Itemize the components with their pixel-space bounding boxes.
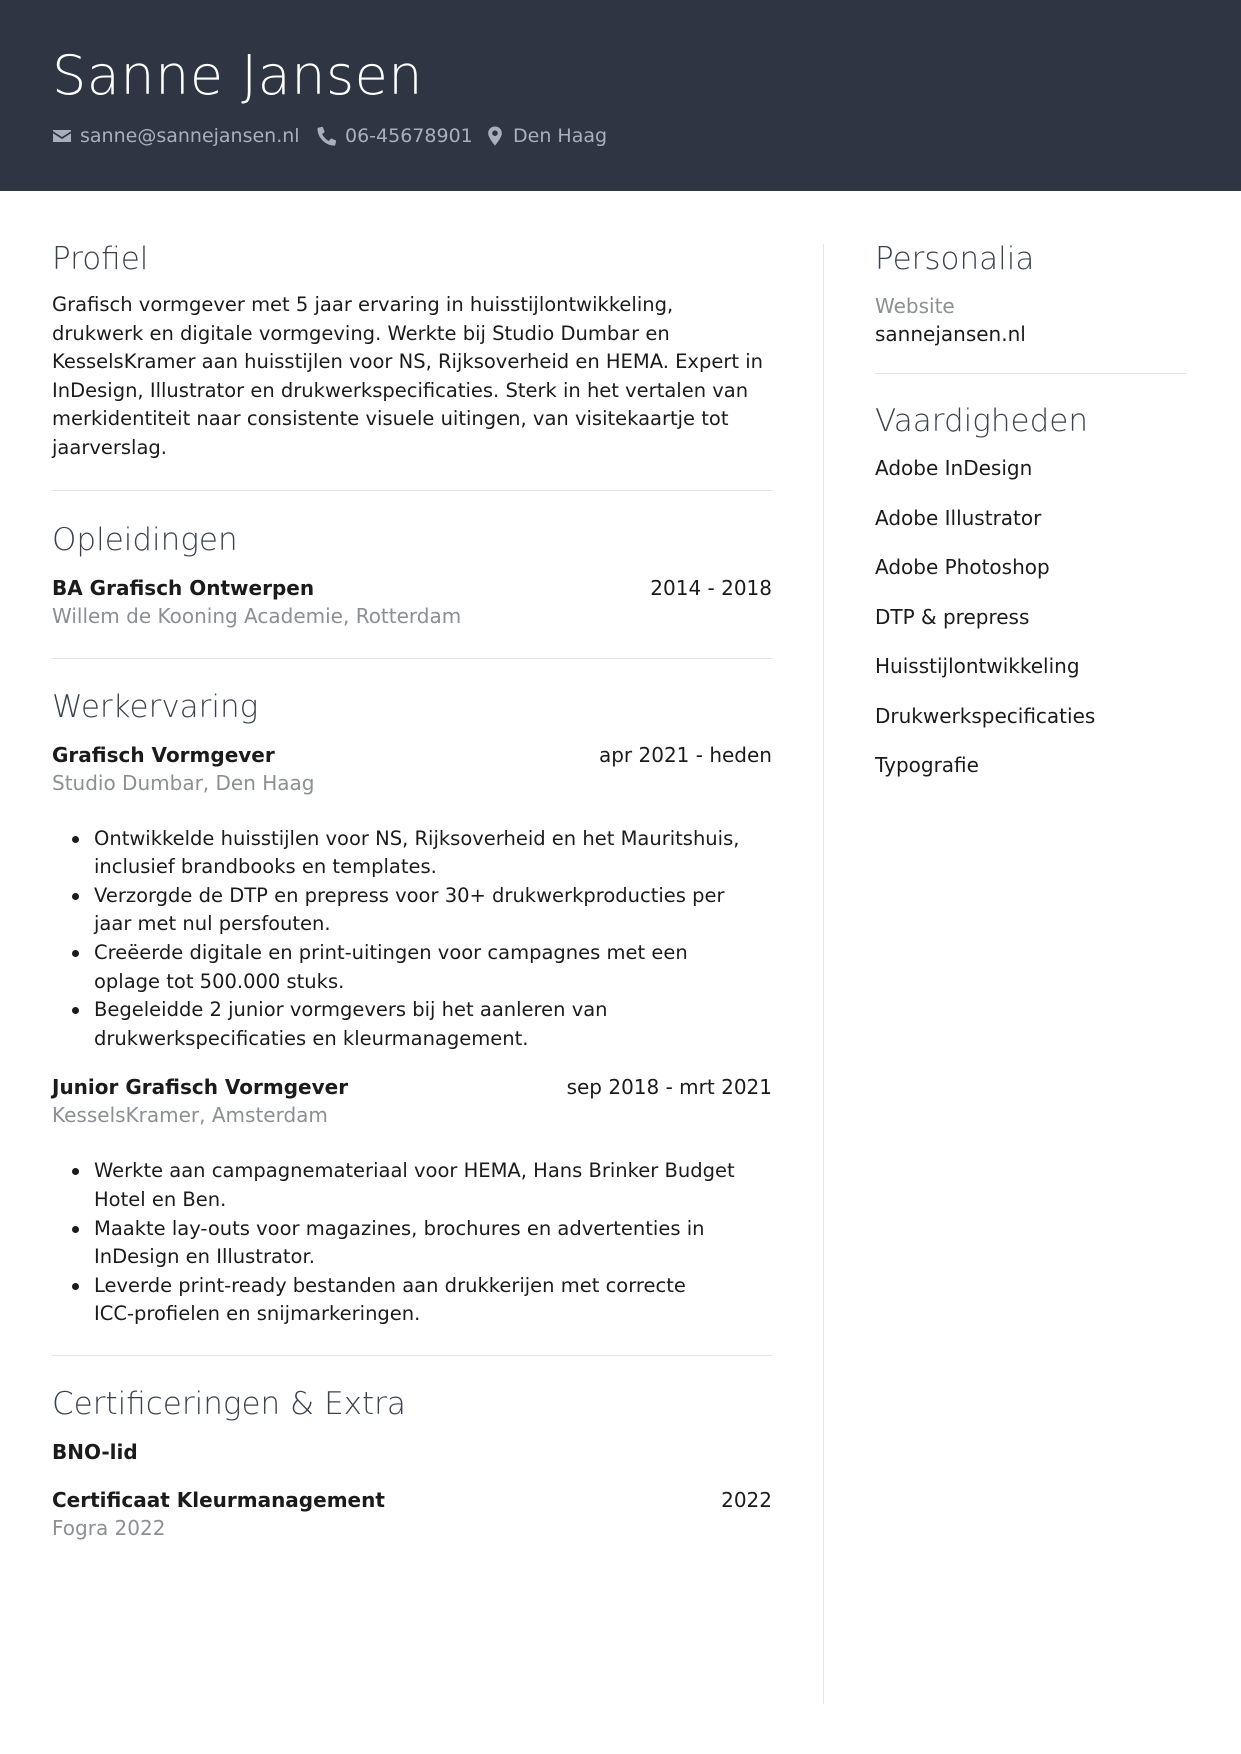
section-divider — [52, 1355, 772, 1356]
map-pin-icon — [485, 126, 505, 146]
bullet-item — [94, 1215, 772, 1272]
entry-company: KesselsKramer, Amsterdam — [52, 1103, 328, 1128]
email-text: sanne@sannejansen.nl — [80, 125, 300, 147]
phone-text: 06-45678901 — [345, 125, 473, 147]
bullet-line: Creëerde digitale en print-uitingen voor campagnes met een — [94, 940, 688, 964]
contact-phone — [317, 123, 473, 149]
location-text: Den Haag — [513, 125, 608, 147]
section-heading: Personalia — [875, 241, 1035, 277]
job-bullets — [52, 1157, 772, 1329]
column-divider — [823, 244, 824, 1704]
profile-summary — [52, 291, 772, 463]
bullet-line: Leverde print-ready bestanden aan drukkerijen met correcte — [94, 1273, 686, 1297]
certificate-entry — [52, 1486, 772, 1542]
sidebar-column — [875, 237, 1187, 779]
section-certificeringen — [52, 1382, 772, 1542]
entry-issuer: Fogra 2022 — [52, 1515, 166, 1540]
section-heading: Werkervaring — [52, 688, 259, 725]
candidate-name: Sanne Jansen — [52, 44, 424, 107]
bullet-item — [94, 825, 772, 882]
bullet-item — [94, 1157, 772, 1214]
entry-title: Grafisch Vormgever — [52, 742, 275, 767]
entry-company: Studio Dumbar, Den Haag — [52, 770, 315, 795]
bullet-item — [94, 882, 772, 939]
bullet-line: Ontwikkelde huisstijlen voor NS, Rijksoverheid en het Mauritshuis, — [94, 826, 740, 850]
entry-date: 2022 — [721, 1487, 772, 1512]
section-profiel — [52, 237, 772, 463]
section-heading: Vaardigheden — [875, 403, 1089, 439]
contact-location — [485, 123, 607, 149]
bullet-line: Begeleidde 2 junior vormgevers bij het aanleren van — [94, 998, 608, 1022]
section-divider — [52, 658, 772, 659]
bullet-line: Werkte aan campagnemateriaal voor HEMA, Hans Brinker Budget — [94, 1159, 735, 1183]
main-column — [52, 237, 772, 1542]
bullet-line: Verzorgde de DTP en prepress voor 30+ drukwerkproducties per — [94, 883, 725, 907]
job-bullets — [52, 825, 772, 1054]
skill-item: Adobe Photoshop — [875, 555, 1050, 579]
envelope-icon — [52, 126, 72, 146]
website-value: sannejansen.nl — [875, 322, 1026, 346]
website-label: Website — [875, 294, 955, 318]
skill-item: DTP & prepress — [875, 604, 1030, 629]
skills-list — [875, 454, 1187, 779]
entry-title: BNO-lid — [52, 1439, 138, 1464]
profile-line: merkidentiteit naar consistente visuele uitingen, van visitekaartje tot — [52, 407, 729, 431]
section-heading: Profiel — [52, 241, 149, 277]
profile-line: KesselsKramer aan huisstijlen voor NS, Rijksoverheid en HEMA. Expert in — [52, 350, 763, 374]
bullet-line: Hotel en Ben. — [94, 1187, 227, 1211]
entry-date: apr 2021 - heden — [598, 742, 772, 767]
section-opleidingen — [52, 518, 772, 630]
skill-item: Typografie — [875, 753, 979, 777]
job-entry — [52, 741, 772, 1054]
education-entry — [52, 574, 772, 630]
section-vaardigheden — [875, 399, 1187, 779]
entry-title: Certificaat Kleurmanagement — [52, 1487, 385, 1512]
entry-date: sep 2018 - mrt 2021 — [566, 1075, 772, 1100]
skill-item: Adobe InDesign — [875, 456, 1033, 480]
bullet-item — [94, 996, 772, 1053]
bullet-item — [94, 939, 772, 996]
bullet-line: oplage tot 500.000 stuks. — [94, 969, 345, 993]
skill-item: Adobe Illustrator — [875, 505, 1042, 530]
bullet-line: InDesign en Illustrator. — [94, 1245, 315, 1269]
section-heading: Certificeringen & Extra — [52, 1385, 406, 1422]
bullet-line: ICC-profielen en snijmarkeringen. — [94, 1302, 421, 1326]
bullet-item — [94, 1272, 772, 1329]
bullet-line: drukwerkspecificaties en kleurmanagement. — [94, 1026, 529, 1050]
entry-title: BA Grafisch Ontwerpen — [52, 575, 315, 600]
entry-title: Junior Grafisch Vormgever — [52, 1075, 349, 1100]
header-banner — [0, 0, 1241, 191]
skill-item: Drukwerkspecificaties — [875, 703, 1096, 728]
entry-date: 2014 - 2018 — [650, 575, 772, 600]
section-werkervaring — [52, 685, 772, 1329]
bullet-line: jaar met nul persfouten. — [94, 912, 331, 936]
profile-line: jaarverslag. — [52, 435, 167, 459]
section-divider — [52, 490, 772, 491]
certificate-entry — [52, 1438, 772, 1466]
contact-email — [52, 123, 300, 149]
section-divider — [875, 373, 1187, 374]
skill-item: Huisstijlontwikkeling — [875, 654, 1080, 678]
section-personalia — [875, 237, 1187, 348]
profile-line: InDesign, Illustrator en drukwerkspecificaties. Sterk in het vertalen van — [52, 378, 749, 402]
bullet-line: inclusief brandbooks en templates. — [94, 855, 437, 879]
profile-line: Grafisch vormgever met 5 jaar ervaring in huisstijlontwikkeling, — [52, 293, 674, 316]
entry-institution: Willem de Kooning Academie, Rotterdam — [52, 603, 462, 628]
bullet-line: Maakte lay-outs voor magazines, brochures en advertenties in — [94, 1216, 705, 1240]
phone-icon — [317, 126, 337, 146]
section-heading: Opleidingen — [52, 521, 238, 558]
profile-line: drukwerk en digitale vormgeving. Werkte bij Studio Dumbar en — [52, 321, 670, 345]
job-entry — [52, 1073, 772, 1329]
